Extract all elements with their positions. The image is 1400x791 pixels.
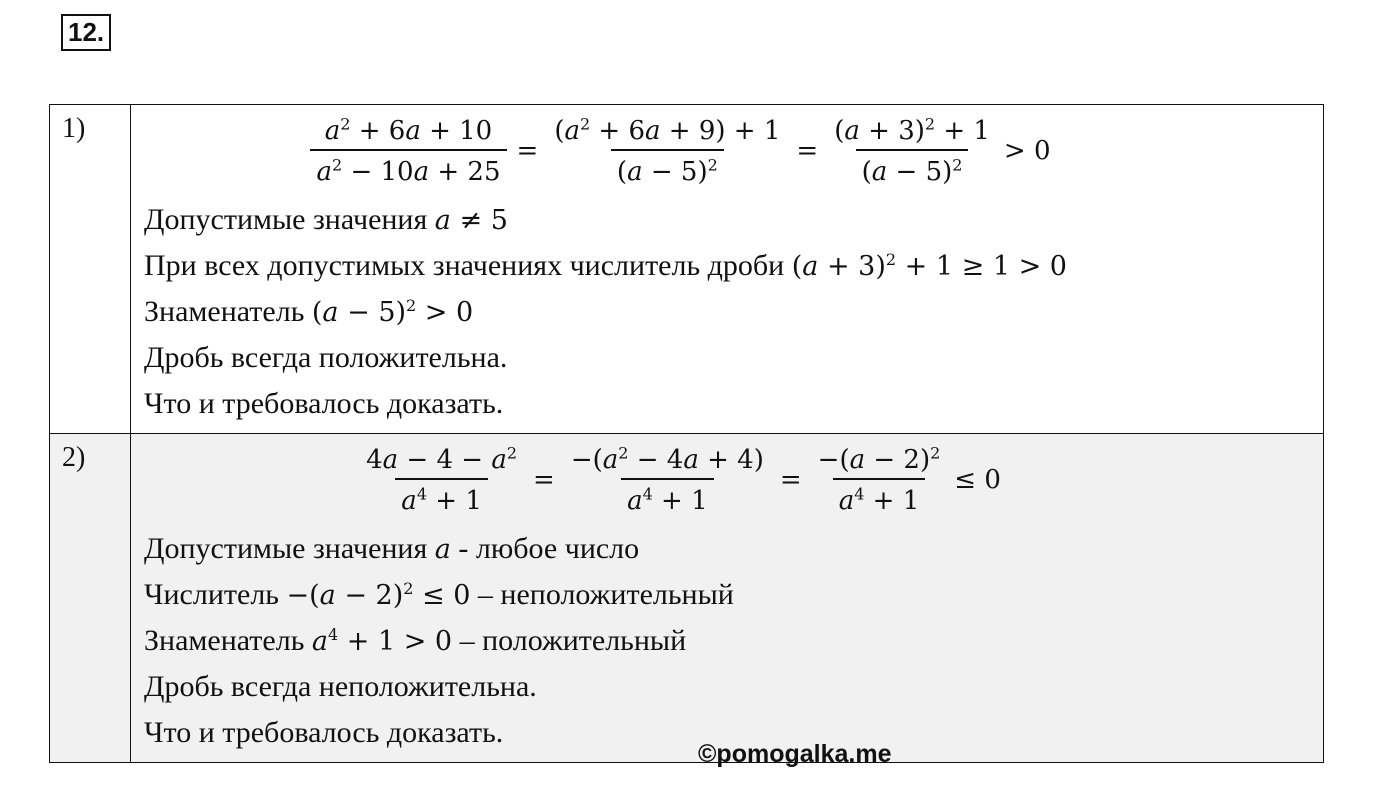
text-line: Что и требовалось доказать.: [144, 387, 504, 420]
text-line: Дробь всегда неположительна.: [144, 670, 537, 703]
solution-row-2: [50, 434, 1324, 763]
main-equation: $\frac{a^2 + 6a + 10}{a^2 - 10a + 25}$ = $\frac{(a^2 + 6a + 9) + 1}{(a - 5)^2}$ = $\frac{(a + 3)^2 + 1}{(a - 5)^2}$ > 0: [144, 105, 1323, 197]
text-line: Знаменатель $(a - 5)^2 > 0$: [144, 295, 474, 328]
problem-number-badge: 12.: [61, 14, 111, 51]
text-line: Числитель $-(a - 2)^2 \le 0$ – неположительный: [144, 578, 734, 611]
row-label: 1): [50, 105, 131, 434]
text-line: Дробь всегда положительна.: [144, 341, 508, 374]
row-label: 2): [50, 434, 131, 763]
text-line: Допустимые значения a - любое число: [144, 532, 640, 565]
solution-row-1: [50, 105, 1324, 434]
text-line: Что и требовалось доказать.: [144, 716, 504, 749]
copyright-footer: ©pomogalka.me: [698, 740, 892, 768]
text-line: Знаменатель $a^4 + 1 > 0$ – положительный: [144, 624, 687, 657]
solution-table: [49, 104, 1324, 763]
text-line: При всех допустимых значениях числитель дроби $(a + 3)^2 + 1 \ge 1 > 0$: [144, 249, 1067, 282]
row-content: [131, 105, 1324, 434]
row-content: [131, 434, 1324, 763]
text-line: Допустимые значения a ≠ 5: [144, 203, 508, 236]
main-equation: $\frac{4a - 4 - a^2}{a^4 + 1}$ = $\frac{-(a^2 - 4a + 4)}{a^4 + 1}$ = $\frac{-(a - 2)^2}{a^4 + 1}$ ≤ 0: [366, 442, 1001, 516]
